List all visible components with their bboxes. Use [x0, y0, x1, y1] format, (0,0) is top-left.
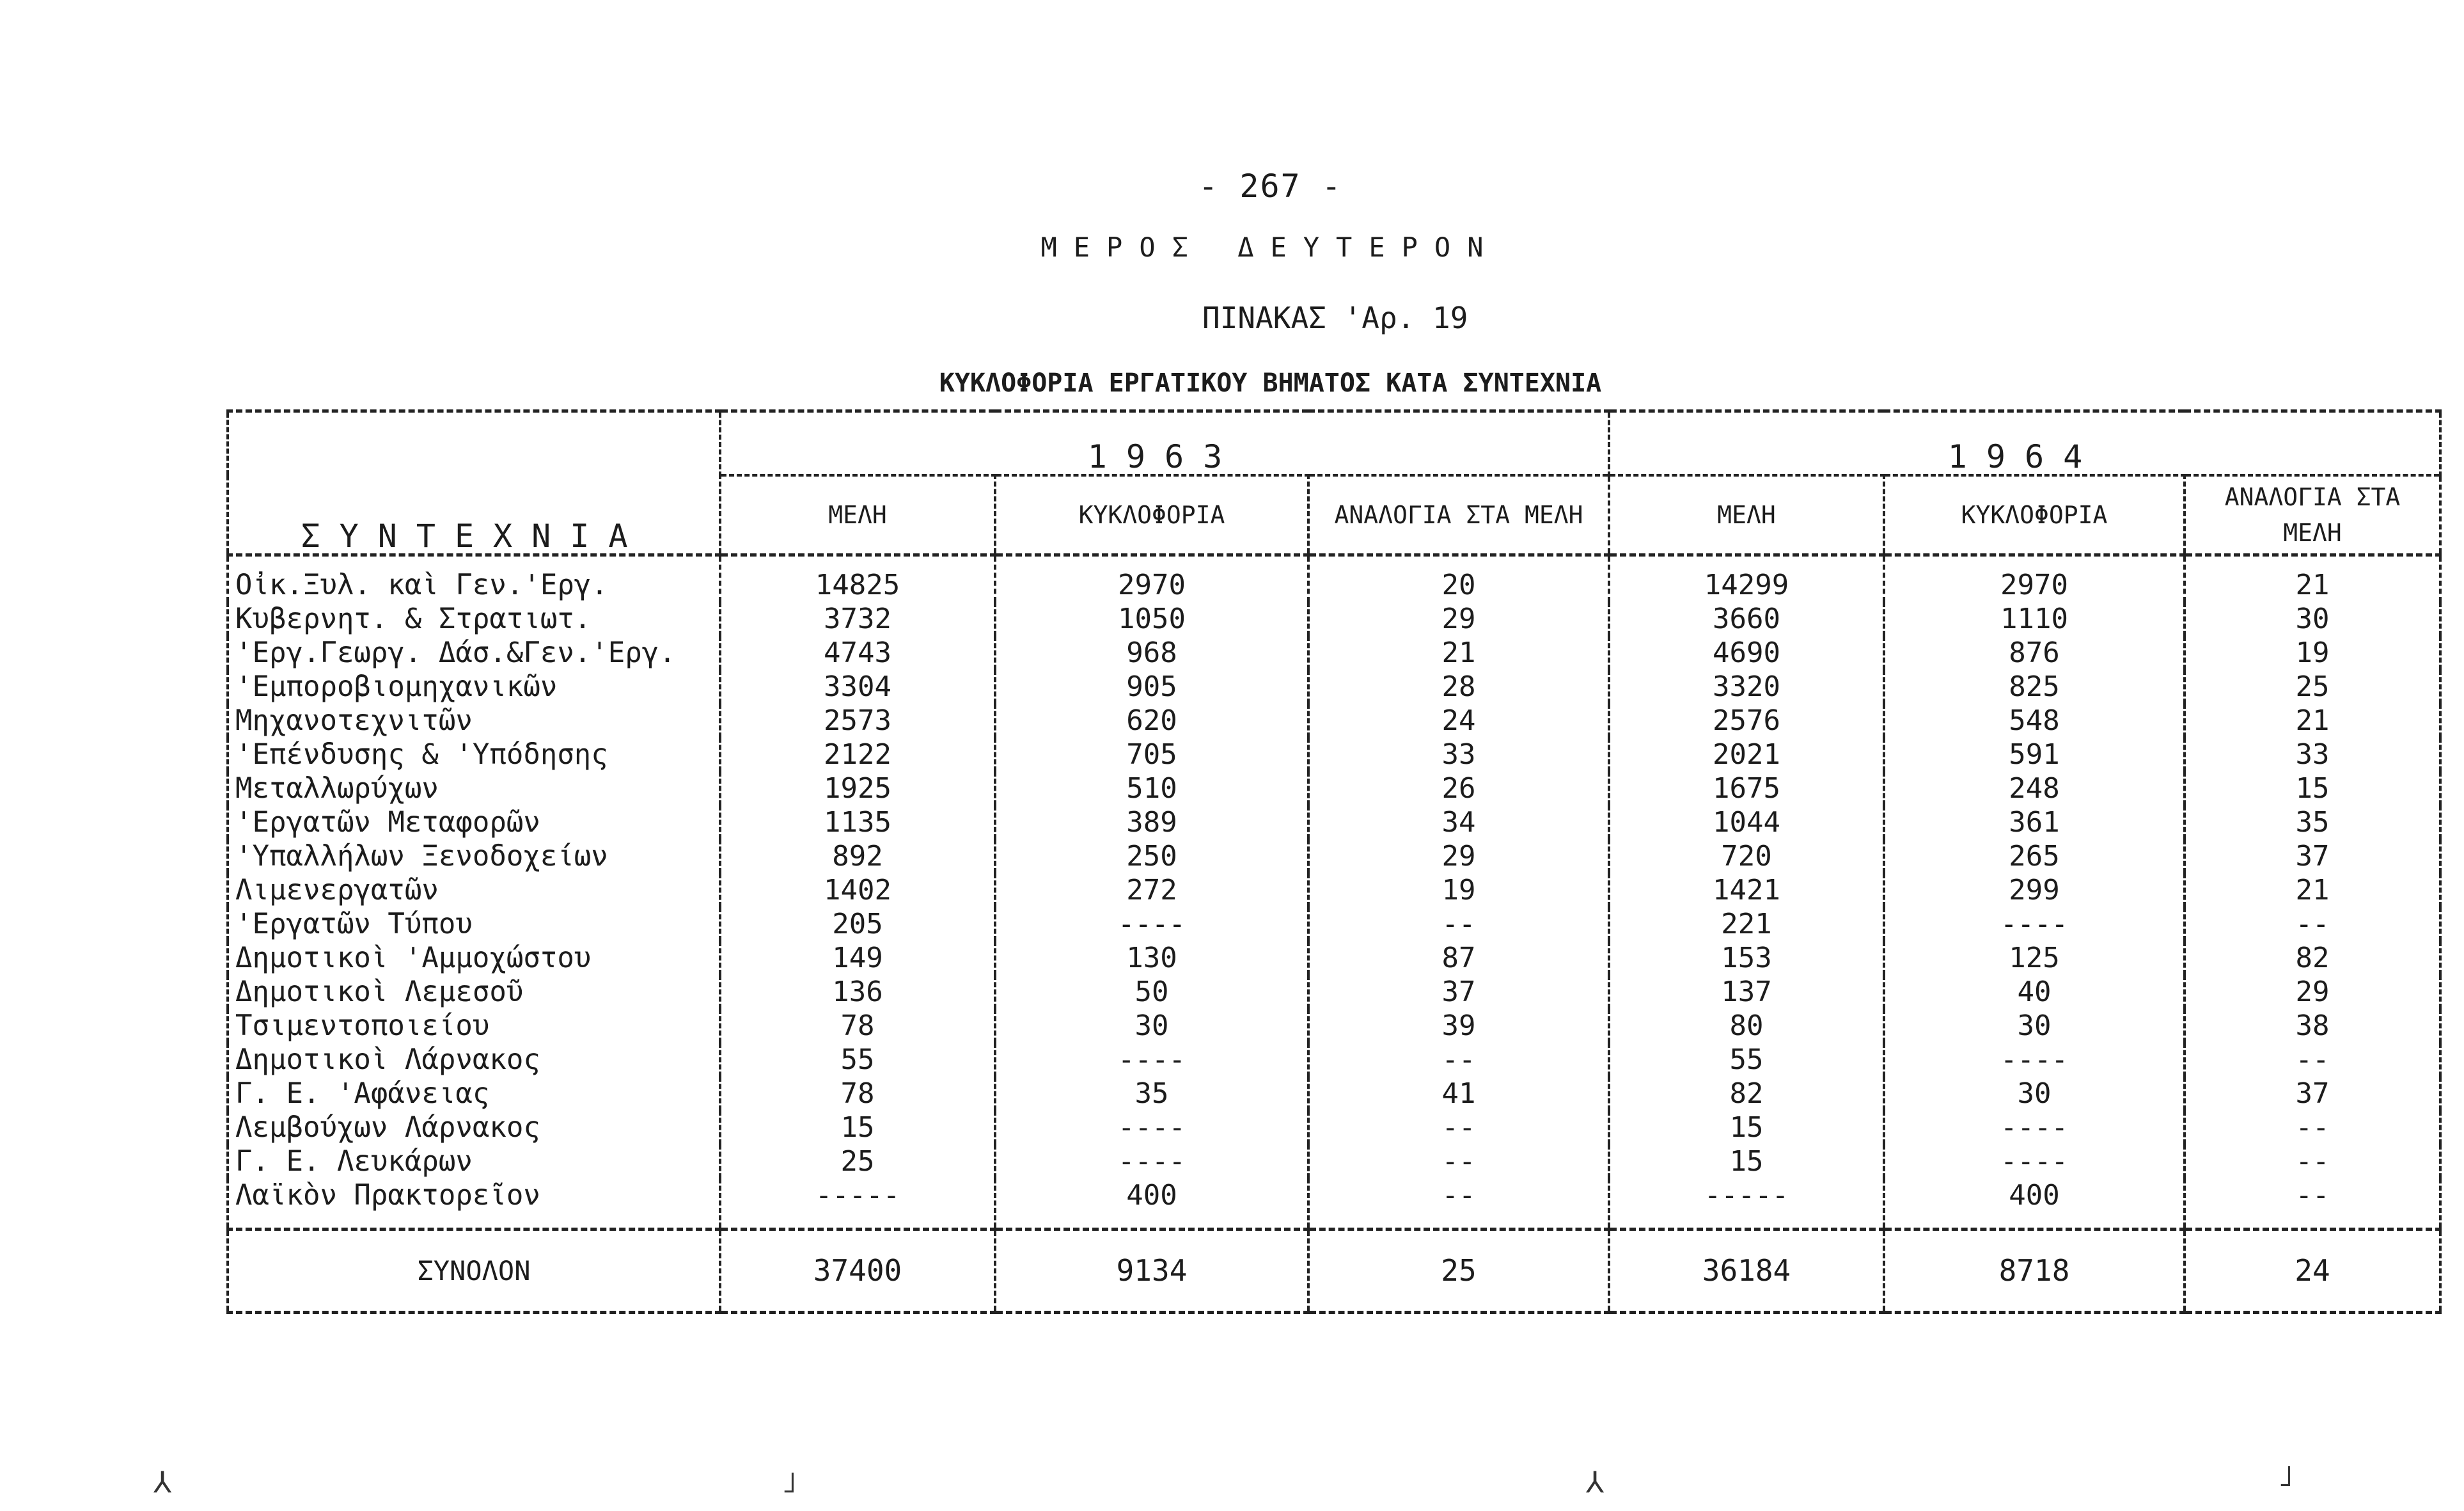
- ratio-1964-header: ΑΝΑΛΟΓΙΑ ΣΤΑ ΜΕΛΗ: [2185, 475, 2440, 555]
- circulation-1964: 361: [1884, 805, 2185, 839]
- circulation-1963: 130: [995, 941, 1308, 975]
- table-row: [228, 975, 2440, 1009]
- year-1963-header: 1963: [720, 411, 1609, 476]
- circulation-1963: 2970: [995, 555, 1308, 603]
- members-1964: 720: [1609, 839, 1884, 873]
- circulation-1963: ----: [995, 1043, 1308, 1077]
- table-footer: [228, 1230, 2440, 1313]
- circulation-1963: 250: [995, 839, 1308, 873]
- members-1963: 149: [720, 941, 995, 975]
- members-1963: 1925: [720, 771, 995, 805]
- circulation-1964: 299: [1884, 873, 2185, 907]
- ratio-1963: 29: [1308, 602, 1609, 636]
- table-row: [228, 1009, 2440, 1043]
- members-1963: 2573: [720, 704, 995, 738]
- members-1964: 221: [1609, 907, 1884, 941]
- ratio-1963: 41: [1308, 1077, 1609, 1111]
- members-1963: 78: [720, 1009, 995, 1043]
- members-1963: 25: [720, 1144, 995, 1178]
- members-1964: 137: [1609, 975, 1884, 1009]
- table-header: [228, 411, 2440, 555]
- circulation-1964: ----: [1884, 1144, 2185, 1178]
- members-1964: 153: [1609, 941, 1884, 975]
- ratio-1963: 37: [1308, 975, 1609, 1009]
- total-ratio-1964: 24: [2185, 1230, 2440, 1313]
- circulation-1964: 825: [1884, 670, 2185, 704]
- members-1964: 1044: [1609, 805, 1884, 839]
- members-1963: 892: [720, 839, 995, 873]
- members-1964: 80: [1609, 1009, 1884, 1043]
- ratio-1964: 37: [2185, 839, 2440, 873]
- total-circulation-1963: 9134: [995, 1230, 1308, 1313]
- members-1963: 136: [720, 975, 995, 1009]
- members-1963: 15: [720, 1111, 995, 1144]
- guild-name: Δημοτικοὶ Λεμεσοῦ: [228, 975, 720, 1009]
- circulation-1964: 591: [1884, 738, 2185, 771]
- guild-name: Λιμενεργατῶν: [228, 873, 720, 907]
- circulation-1964: 40: [1884, 975, 2185, 1009]
- circulation-1963: 35: [995, 1077, 1308, 1111]
- ratio-1964: --: [2185, 1178, 2440, 1230]
- ratio-1964: 25: [2185, 670, 2440, 704]
- members-1964: 2576: [1609, 704, 1884, 738]
- circulation-1963: 968: [995, 636, 1308, 670]
- table-number: ΠΙΝΑΚΑΣ 'Αρ. 19: [1202, 301, 1468, 335]
- guild-name: Οἰκ.Ξυλ. καὶ Γεν.'Εργ.: [228, 555, 720, 603]
- ratio-1964: 82: [2185, 941, 2440, 975]
- circulation-1964: 125: [1884, 941, 2185, 975]
- circulation-1964: ----: [1884, 1111, 2185, 1144]
- total-label: ΣΥΝΟΛΟΝ: [228, 1230, 720, 1313]
- ratio-1963: --: [1308, 907, 1609, 941]
- guild-name: 'Υπαλλήλων Ξενοδοχείων: [228, 839, 720, 873]
- members-1964-header: ΜΕΛΗ: [1609, 475, 1884, 555]
- ratio-1964: 19: [2185, 636, 2440, 670]
- ratio-1964: 33: [2185, 738, 2440, 771]
- ratio-1964: 21: [2185, 704, 2440, 738]
- margin-mark: ˩: [2277, 1459, 2295, 1493]
- total-members-1963: 37400: [720, 1230, 995, 1313]
- ratio-1964: 30: [2185, 602, 2440, 636]
- ratio-1964: 38: [2185, 1009, 2440, 1043]
- members-1964: 55: [1609, 1043, 1884, 1077]
- guild-name: Λεμβούχων Λάρνακος: [228, 1111, 720, 1144]
- circulation-1964: 1110: [1884, 602, 2185, 636]
- members-1964: 4690: [1609, 636, 1884, 670]
- guild-name: 'Επένδυσης & 'Υπόδησης: [228, 738, 720, 771]
- ratio-1964: 21: [2185, 555, 2440, 603]
- ratio-1964: 15: [2185, 771, 2440, 805]
- members-1964: 82: [1609, 1077, 1884, 1111]
- ratio-1964: --: [2185, 907, 2440, 941]
- members-1964: 15: [1609, 1144, 1884, 1178]
- ratio-1963: 21: [1308, 636, 1609, 670]
- margin-mark: ⅄: [153, 1465, 172, 1499]
- ratio-1964: --: [2185, 1111, 2440, 1144]
- guild-name: 'Εργατῶν Τύπου: [228, 907, 720, 941]
- table-row: [228, 1043, 2440, 1077]
- members-1964: -----: [1609, 1178, 1884, 1230]
- members-1963-header: ΜΕΛΗ: [720, 475, 995, 555]
- ratio-1964: 37: [2185, 1077, 2440, 1111]
- circulation-1963: 905: [995, 670, 1308, 704]
- guild-name: Δημοτικοὶ Λάρνακος: [228, 1043, 720, 1077]
- circulation-1964: 876: [1884, 636, 2185, 670]
- table-row: [228, 1077, 2440, 1111]
- circulation-1963: 400: [995, 1178, 1308, 1230]
- table-row: [228, 771, 2440, 805]
- ratio-1963: 87: [1308, 941, 1609, 975]
- ratio-1964: --: [2185, 1144, 2440, 1178]
- ratio-1963: --: [1308, 1178, 1609, 1230]
- ratio-1963: 33: [1308, 738, 1609, 771]
- members-1963: 55: [720, 1043, 995, 1077]
- guild-column-header: ΣΥΝΤΕΧΝΙΑ: [228, 411, 720, 555]
- circulation-1964: 30: [1884, 1009, 2185, 1043]
- ratio-1963: 28: [1308, 670, 1609, 704]
- guild-name: Γ. Ε. 'Αφάνειας: [228, 1077, 720, 1111]
- members-1963: 3732: [720, 602, 995, 636]
- table-row: [228, 839, 2440, 873]
- ratio-1964: 35: [2185, 805, 2440, 839]
- circulation-1963: 389: [995, 805, 1308, 839]
- ratio-1963: 34: [1308, 805, 1609, 839]
- members-1964: 15: [1609, 1111, 1884, 1144]
- table-row: [228, 873, 2440, 907]
- table-row: [228, 738, 2440, 771]
- members-1964: 3320: [1609, 670, 1884, 704]
- guild-name: Δημοτικοὶ 'Αμμοχώστου: [228, 941, 720, 975]
- ratio-1963: --: [1308, 1111, 1609, 1144]
- ratio-1963: --: [1308, 1043, 1609, 1077]
- total-members-1964: 36184: [1609, 1230, 1884, 1313]
- ratio-1963: 39: [1308, 1009, 1609, 1043]
- table-row: [228, 602, 2440, 636]
- members-1963: 14825: [720, 555, 995, 603]
- circulation-1964: 548: [1884, 704, 2185, 738]
- members-1963: 1402: [720, 873, 995, 907]
- circulation-1964: 30: [1884, 1077, 2185, 1111]
- ratio-1964: 29: [2185, 975, 2440, 1009]
- circulation-1963: 705: [995, 738, 1308, 771]
- page-number: - 267 -: [1198, 168, 1342, 205]
- ratio-1963: 19: [1308, 873, 1609, 907]
- members-1963: 205: [720, 907, 995, 941]
- circulation-1964: ----: [1884, 1043, 2185, 1077]
- circulation-1963: 620: [995, 704, 1308, 738]
- ratio-1964: 21: [2185, 873, 2440, 907]
- table-caption: ΚΥΚΛΟΦΟΡΙΑ ΕΡΓΑΤΙΚΟΥ ΒΗΜΑΤΟΣ ΚΑΤΑ ΣΥΝΤΕΧΝΙΑ: [939, 368, 1602, 398]
- ratio-1963: 26: [1308, 771, 1609, 805]
- section-title: ΜΕΡΟΣ ΔΕΥΤΕΡΟΝ: [1040, 232, 1500, 263]
- guild-name: Μεταλλωρύχων: [228, 771, 720, 805]
- circulation-1963: 1050: [995, 602, 1308, 636]
- total-ratio-1963: 25: [1308, 1230, 1609, 1313]
- members-1964: 1675: [1609, 771, 1884, 805]
- table-row: [228, 907, 2440, 941]
- circulation-1964: ----: [1884, 907, 2185, 941]
- ratio-1963: 20: [1308, 555, 1609, 603]
- circulation-1964: 2970: [1884, 555, 2185, 603]
- guild-name: Γ. Ε. Λευκάρων: [228, 1144, 720, 1178]
- guild-name: 'Εργατῶν Μεταφορῶν: [228, 805, 720, 839]
- ratio-1963: --: [1308, 1144, 1609, 1178]
- table-row: [228, 1178, 2440, 1230]
- circulation-1963: 510: [995, 771, 1308, 805]
- circulation-1964: 265: [1884, 839, 2185, 873]
- guild-name: Τσιμεντοποιείου: [228, 1009, 720, 1043]
- circulation-1963: 272: [995, 873, 1308, 907]
- circulation-1964: 400: [1884, 1178, 2185, 1230]
- table-row: [228, 941, 2440, 975]
- circulation-1963-header: ΚΥΚΛΟΦΟΡΙΑ: [995, 475, 1308, 555]
- table-row: [228, 636, 2440, 670]
- members-1963: 78: [720, 1077, 995, 1111]
- margin-mark: ˩: [780, 1465, 798, 1499]
- ratio-1963: 29: [1308, 839, 1609, 873]
- members-1963: 4743: [720, 636, 995, 670]
- circulation-1963: ----: [995, 907, 1308, 941]
- total-row: [228, 1230, 2440, 1313]
- members-1964: 1421: [1609, 873, 1884, 907]
- table-row: [228, 704, 2440, 738]
- table-body: [228, 555, 2440, 1230]
- margin-mark: ⅄: [1586, 1465, 1605, 1499]
- circulation-1964-header: ΚΥΚΛΟΦΟΡΙΑ: [1884, 475, 2185, 555]
- guild-name: Κυβερνητ. & Στρατιωτ.: [228, 602, 720, 636]
- members-1964: 2021: [1609, 738, 1884, 771]
- circulation-1963: 30: [995, 1009, 1308, 1043]
- table-row: [228, 1144, 2440, 1178]
- total-circulation-1964: 8718: [1884, 1230, 2185, 1313]
- circulation-1963: 50: [995, 975, 1308, 1009]
- circulation-1963: ----: [995, 1144, 1308, 1178]
- table-row: [228, 555, 2440, 603]
- circulation-1964: 248: [1884, 771, 2185, 805]
- members-1963: 1135: [720, 805, 995, 839]
- ratio-1963: 24: [1308, 704, 1609, 738]
- members-1963: 2122: [720, 738, 995, 771]
- ratio-1964: --: [2185, 1043, 2440, 1077]
- circulation-1963: ----: [995, 1111, 1308, 1144]
- table-row: [228, 670, 2440, 704]
- members-1964: 14299: [1609, 555, 1884, 603]
- year-1964-header: 1964: [1609, 411, 2440, 476]
- members-1964: 3660: [1609, 602, 1884, 636]
- ratio-1963-header: ΑΝΑΛΟΓΙΑ ΣΤΑ ΜΕΛΗ: [1308, 475, 1609, 555]
- guild-name: Μηχανοτεχνιτῶν: [228, 704, 720, 738]
- members-1963: 3304: [720, 670, 995, 704]
- guild-name: Λαϊκὸν Πρακτορεῖον: [228, 1178, 720, 1230]
- circulation-table: [226, 409, 2442, 1314]
- guild-name: 'Εργ.Γεωργ. Δάσ.&Γεν.'Εργ.: [228, 636, 720, 670]
- table-row: [228, 1111, 2440, 1144]
- table-row: [228, 805, 2440, 839]
- guild-name: 'Εμποροβιομηχανικῶν: [228, 670, 720, 704]
- members-1963: -----: [720, 1178, 995, 1230]
